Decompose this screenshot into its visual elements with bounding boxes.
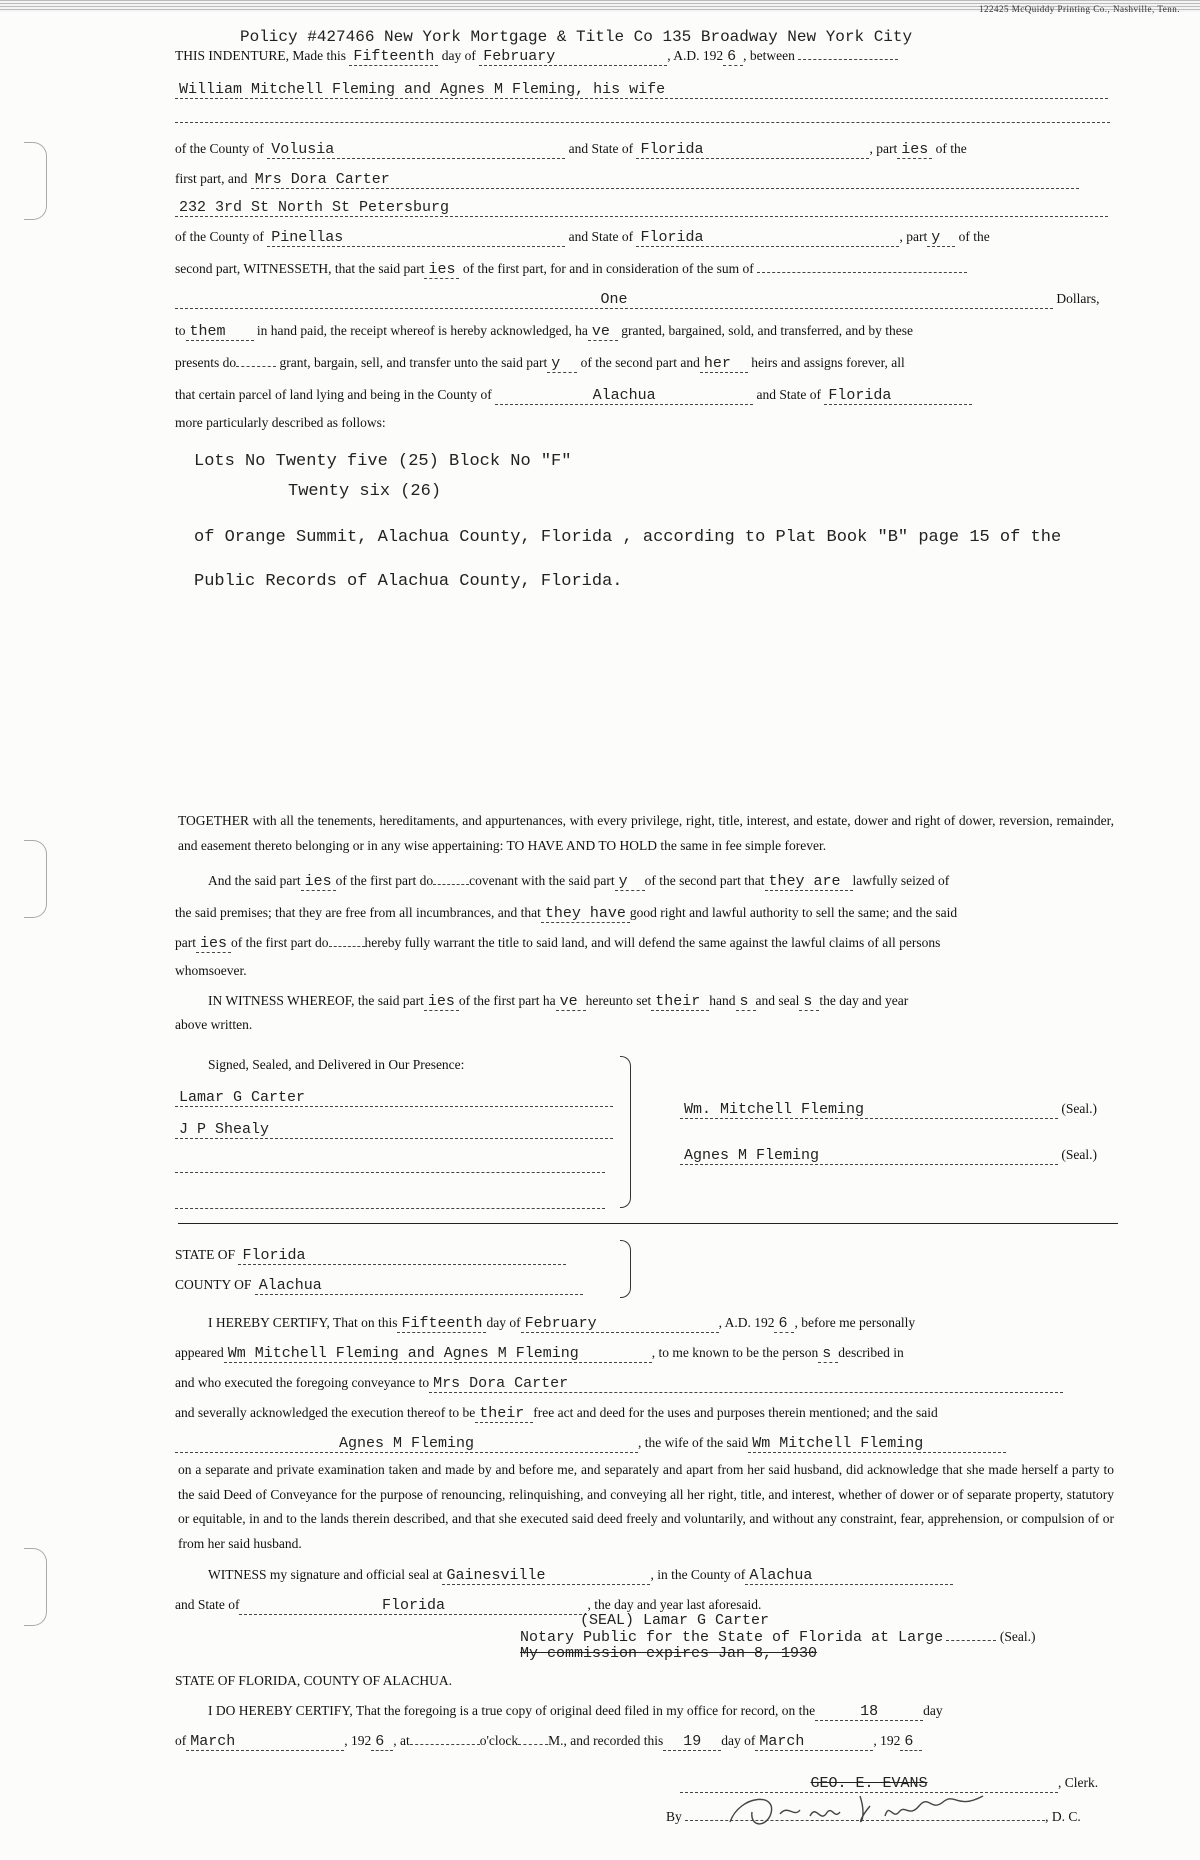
ack-severally-line: and severally acknowledged the execution thereof to be their free act and deed for the uses and purposes therein mentioned; and the said	[175, 1405, 938, 1422]
record-heading: STATE OF FLORIDA, COUNTY OF ALACHUA.	[175, 1673, 453, 1688]
grantee-line: first part, and Mrs Dora Carter	[175, 170, 1115, 189]
deputy-signature-icon	[720, 1786, 1020, 1832]
divider	[178, 1223, 1118, 1224]
clerk-line: GEO. E. EVANS , Clerk.	[680, 1774, 1120, 1793]
notary-title-line: Notary Public for the State of Florida at Large (Seal.)	[520, 1629, 1036, 1646]
witness-signature-2: J P Shealy	[175, 1120, 1115, 1139]
description-line-3: of Orange Summit, Alachua County, Florida , according to Plat Book "B" page 15 of the	[194, 528, 1062, 547]
description-line-1: Lots No Twenty five (25) Block No "F"	[194, 452, 572, 471]
county-line-1: of the County of Volusia and State of Florida , part ies of the	[175, 141, 967, 158]
witnesseth-line: second part, WITNESSETH, that the said part ies of the first part, for and in consideration of the sum of	[175, 260, 1115, 279]
covenant-line-3: part ies of the first part do hereby fully warrant the title to said land, and will defend the same against the lawful claims of all persons	[175, 935, 941, 952]
covenant-line-1: And the said part ies of the first part do covenant with the said part y of the second part that they are lawfully seized of	[208, 873, 950, 890]
covenant-line-2: the said premises; that they are free from all incumbrances, and that they have good right and lawful authority to sell the same; and the said	[175, 905, 958, 922]
notary-name: (SEAL) Lamar G Carter	[580, 1612, 770, 1629]
indenture-year: 6	[723, 49, 743, 66]
together-paragraph: TOGETHER with all the tenements, hereditaments, and appurtenances, with every privilege, right, title, interest, and estate, dower and right of dower, reversion, remainder, and easement thereto belonging or in any wise appertaining: TO HAVE AND TO HOLD the same in fee simple forever.	[178, 813, 1114, 853]
ack-county-line: COUNTY OF Alachua	[175, 1276, 1115, 1295]
sum: One	[175, 292, 1053, 309]
description-line-2: Twenty six (26)	[288, 482, 442, 501]
ack-brace	[620, 1240, 631, 1298]
grantee-address: 232 3rd St North St Petersburg	[175, 200, 1108, 217]
signed-heading: Signed, Sealed, and Delivered in Our Presence:	[208, 1057, 465, 1072]
county-2: Pinellas	[267, 230, 565, 247]
punch-hole-icon	[24, 1548, 47, 1626]
punch-hole-icon	[24, 840, 47, 918]
record-date-line: of March , 192 6 , at o'clock M., and recorded this 19 day of March , 192 6	[175, 1732, 1115, 1751]
hand-paid-line: to them in hand paid, the receipt whereof is hereby acknowledged, ha ve granted, bargained, sold, and transferred, and by these	[175, 323, 914, 340]
state-3: Florida	[824, 388, 972, 405]
ack-wife-line: Agnes M Fleming , the wife of the said Wm Mitchell Fleming	[175, 1434, 1115, 1453]
ack-paragraph: on a separate and private examination taken and made by and before me, and separately and apart from her said husband, did acknowledge that she made herself a party to the said Deed of Conveyance for the purpose of renouncing, relinquishing, and conveying all her right, title, and interest, whether of dower or of separate property, statutory or equitable, in and to the lands therein described, and that she executed said deed freely and voluntarily, and without any constraint, fear, apprehension, or compulsion of or from her said husband.	[178, 1462, 1114, 1551]
deputy-clerk-line: By , D. C.	[666, 1809, 1081, 1824]
sum-line: One Dollars,	[175, 290, 1115, 309]
county-1: Volusia	[267, 142, 565, 159]
ack-appeared-line: appeared Wm Mitchell Fleming and Agnes M Fleming , to me known to be the person s described in	[175, 1345, 904, 1362]
punch-hole-icon	[24, 142, 47, 220]
parcel-line: that certain parcel of land lying and being in the County of Alachua and State of Florida	[175, 386, 1115, 405]
ack-state-line-2: and State of Florida , the day and year last aforesaid.	[175, 1597, 762, 1614]
county-line-2: of the County of Pinellas and State of Florida , part y of the	[175, 229, 990, 246]
grantee-address-line	[175, 198, 1115, 217]
grantors: William Mitchell Fleming and Agnes M Fleming, his wife	[175, 82, 1108, 99]
particular-line: more particularly described as follows:	[175, 415, 386, 430]
ack-state-line: STATE OF Florida	[175, 1246, 1115, 1265]
indenture-line: THIS INDENTURE, Made this Fifteenth day of February , A.D. 192 6 , between	[175, 47, 1115, 66]
witness-line: IN WITNESS WHEREOF, the said part ies of the first part ha ve hereunto set their hand s and seal s the day and year	[208, 993, 909, 1010]
grantors-line	[175, 80, 1115, 99]
witness-signature-1: Lamar G Carter	[175, 1088, 1115, 1107]
indenture-month: February	[479, 49, 667, 66]
signature-brace	[620, 1056, 631, 1208]
grantee: Mrs Dora Carter	[251, 172, 1079, 189]
state-2: Florida	[636, 230, 899, 247]
ack-certify-line: I HEREBY CERTIFY, That on this Fifteenth day of February , A.D. 192 6 , before me personally	[208, 1315, 916, 1332]
record-certify-line: I DO HEREBY CERTIFY, That the foregoing is a true copy of original deed filed in my office for record, on the 18 day	[208, 1703, 943, 1720]
state-1: Florida	[636, 142, 869, 159]
grantor-signature-2: Agnes M Fleming (Seal.)	[680, 1146, 1120, 1165]
deed-page: 122425 McQuiddy Printing Co., Nashville, Tenn. Policy #427466 New York Mortgage & Title Co 135 Broadway New York City THIS INDENTURE, Made this Fifteenth day of February , A.D. 192 6 , between William Mitchell Fleming and Agnes M Fleming, his wife of the County of Volusia and State of Florida , part ies of the first part, and Mrs Dora Carter 232 3rd St North St Petersburg of the County of Pinellas and State of Florida , part y of the second part, WITNESSETH, that the said part ies of the first part, for and in consideration of the sum of One Dollars, to them in hand paid, the receipt whereof is hereby acknowledged, ha ve granted, bargained, sold, and transferred, and by these presents do grant, bargain, sell, and transfer unto the said part y of the second part and her heirs and assigns forever, all that certain parcel of land lying and being in the County of Alachua and State of Florida more particularly described as follows: Lots No Twenty five (25) Block No "F" Twenty six (26) of Orange Summit, Alachua County, Florida , according to Plat Book "B" page 15 of the Public Records of Alachua County, Florida. TOGETHER with all the tenements, hereditaments, and appurtenances, with every privilege, right, title, interest, and estate, dower and right of dower, reversion, remainder, and easement thereto belonging or in any wise appertaining: TO HAVE AND TO HOLD the same in fee simple forever. And the said part ies of the first part do covenant with the said part y of the second part that they are lawfully seized of the said premises; that they are free from all incumbrances, and that they have good right and lawful authority to sell the same; and the said part ies of the first part do hereby fully warrant the title to said land, and will defend the same against the lawful claims of all persons whomsoever. IN WITNESS WHEREOF, the said part ies of the first part ha ve hereunto set their hand s and seal s the day and year above written. Signed, Sealed, and Delivered in Our Presence: Lamar G Carter J P Shealy Wm. Mitchell Fleming (Seal.) Agnes M Fleming (Seal.) STATE OF Florida COUNTY OF Alachua I HEREBY CERTIFY, That on this Fifteenth day of February , A.D. 192 6 , before me personally appeared Wm Mitchell Fleming and Agnes M Fleming , to me known to be the person s described in and who executed the foregoing conveyance to Mrs Dora Carter and severally acknowledged the execution thereof to be their free act and deed for the uses and purposes therein mentioned; and the said Agnes M Fleming , the wife of the said Wm Mitchell Fleming on a separate and private examination taken and made by and before me, and separately and apart from her said husband, did acknowledge that she made herself a party to the said Deed of Conveyance for the purpose of renouncing, relinquishing, and conveying all her right, title, and interest, whether of dower or of separate property, statutory or equitable, in and to the lands therein described, and that she executed said deed freely and voluntarily, and without any constraint, fear, apprehension, or compulsion of or from her said husband. WITNESS my signature and official seal at Gainesville , in the County of Alachua and State of Florida , the day and year last aforesaid. (SEAL) Lamar G Carter Notary Public for the State of Florida at Large (Seal.) My commission expires Jan 8, 1930 STATE OF FLORIDA, COUNTY OF ALACHUA. I DO HEREBY CERTIFY, That the foregoing is a true copy of original deed filed in my office for record, on the 18 day of March , 192 6 , at o'clock M., and recorded this 19 day of March , 192 6 GEO. E. EVANS , Clerk. By , D. C.	[0, 0, 1200, 1860]
notary-commission: My commission expires Jan 8, 1930	[520, 1645, 818, 1662]
policy-line: Policy #427466 New York Mortgage & Title Co 135 Broadway New York City	[240, 28, 913, 46]
indenture-day: Fifteenth	[349, 49, 438, 66]
ack-executed-line: and who executed the foregoing conveyance to Mrs Dora Carter	[175, 1374, 1115, 1393]
county-3: Alachua	[495, 388, 753, 405]
grantor-signature-1: Wm. Mitchell Fleming (Seal.)	[680, 1100, 1120, 1119]
presents-line: presents do grant, bargain, sell, and transfer unto the said part y of the second part and her heirs and assigns forever, all	[175, 355, 905, 372]
printer-imprint: 122425 McQuiddy Printing Co., Nashville, Tenn.	[979, 4, 1180, 14]
description-line-4: Public Records of Alachua County, Florida.	[194, 572, 623, 591]
ack-witness-line: WITNESS my signature and official seal at Gainesville , in the County of Alachua	[208, 1566, 1116, 1585]
